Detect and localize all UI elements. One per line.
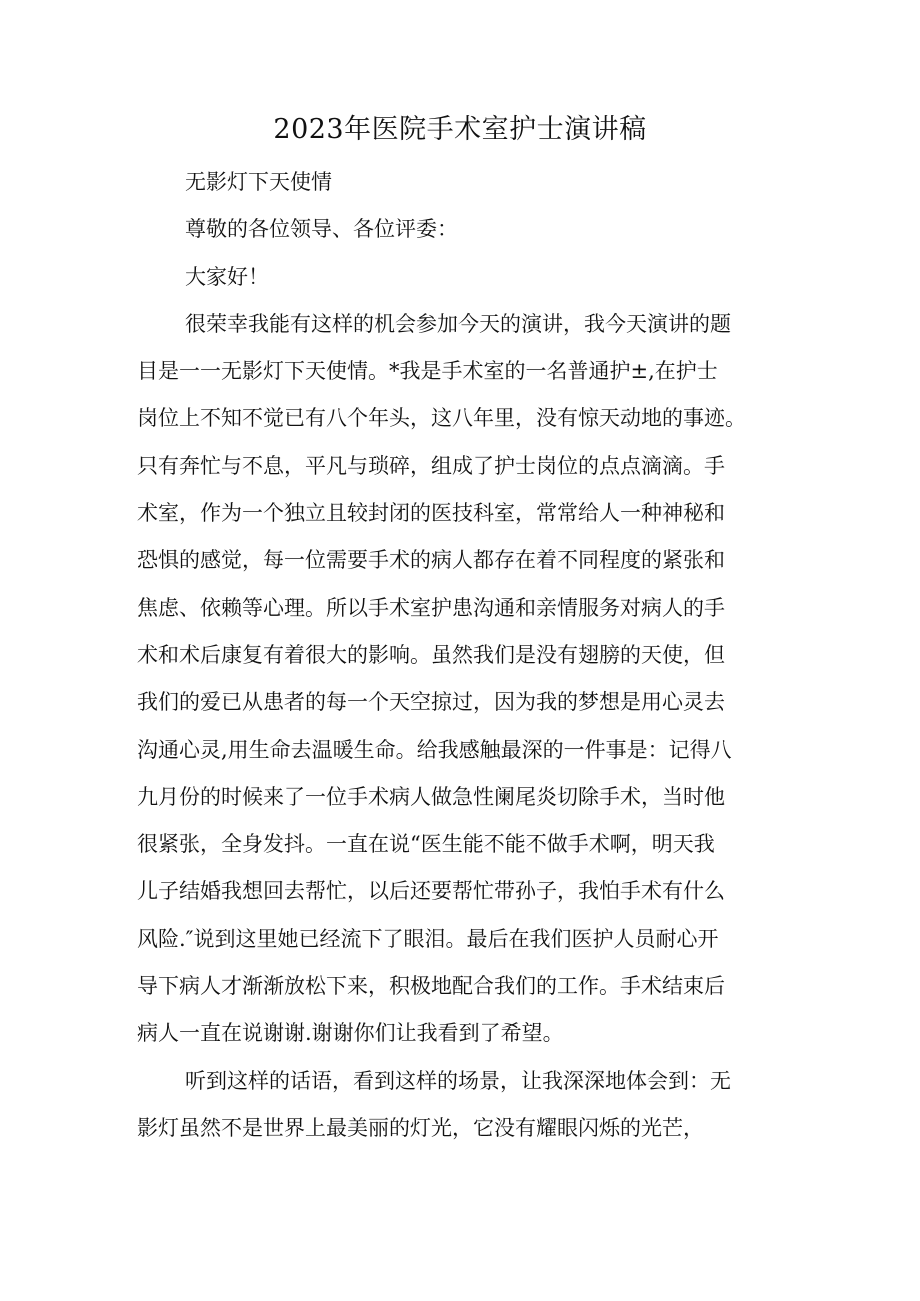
body-line: 术室，作为一个独立且较封闭的医技科室，常常给人一种神秘和 <box>137 501 725 526</box>
document-body <box>137 159 797 1152</box>
document-title: 2023年医院手术室护士演讲稿 <box>273 114 647 145</box>
body-line: 很荣幸我能有这样的机会参加今天的演讲，我今天演讲的题 <box>185 311 731 336</box>
body-line: 听到这样的话语，看到这样的场景，让我深深地体会到：无 <box>185 1068 731 1093</box>
body-line: 岗位上不知不觉已有八个年头，这八年里，没有惊天动地的事迹。 <box>137 406 746 431</box>
body-line: 儿子结婚我想回去帮忙，以后还要帮忙带孙子，我怕手术有什么 <box>137 879 725 904</box>
body-line: 恐惧的感觉，每一位需要手术的病人都存在着不同程度的紧张和 <box>137 548 725 573</box>
body-line: 风险.″说到这里她已经流下了眼泪。最后在我们医护人员耐心开 <box>137 926 719 951</box>
body-line: 只有奔忙与不息，平凡与琐碎，组成了护士岗位的点点滴滴。手 <box>137 453 725 478</box>
body-line: 术和术后康复有着很大的影响。虽然我们是没有翅膀的天使，但 <box>137 642 725 667</box>
body-line: 影灯虽然不是世界上最美丽的灯光，它没有耀眼闪烁的光芒， <box>137 1115 704 1140</box>
body-line: 我们的爱已从患者的每一个天空掠过，因为我的梦想是用心灵去 <box>137 690 725 715</box>
body-line: 导下病人才渐渐放松下来，积极地配合我们的工作。手术结束后 <box>137 974 725 999</box>
salutation-line: 尊敬的各位领导、各位评委： <box>185 217 458 242</box>
body-line: 目是一一无影灯下天使情。*我是手术室的一名普通护±,在护士 <box>137 359 718 384</box>
greeting-line: 大家好！ <box>185 264 269 289</box>
body-line: 病人一直在说谢谢.谢谢你们让我看到了希望。 <box>137 1021 564 1046</box>
body-line: 焦虑、依赖等心理。所以手术室护患沟通和亲情服务对病人的手 <box>137 595 725 620</box>
body-line: 沟通心灵,用生命去温暖生命。给我感触最深的一件事是：记得八 <box>137 737 732 762</box>
body-line: 很紧张，全身发抖。一直在说“医生能不能不做手术啊，明天我 <box>137 832 715 857</box>
subtitle-line: 无影灯下天使情 <box>185 170 332 194</box>
body-line: 九月份的时候来了一位手术病人做急性阑尾炎切除手术，当时他 <box>137 784 725 809</box>
